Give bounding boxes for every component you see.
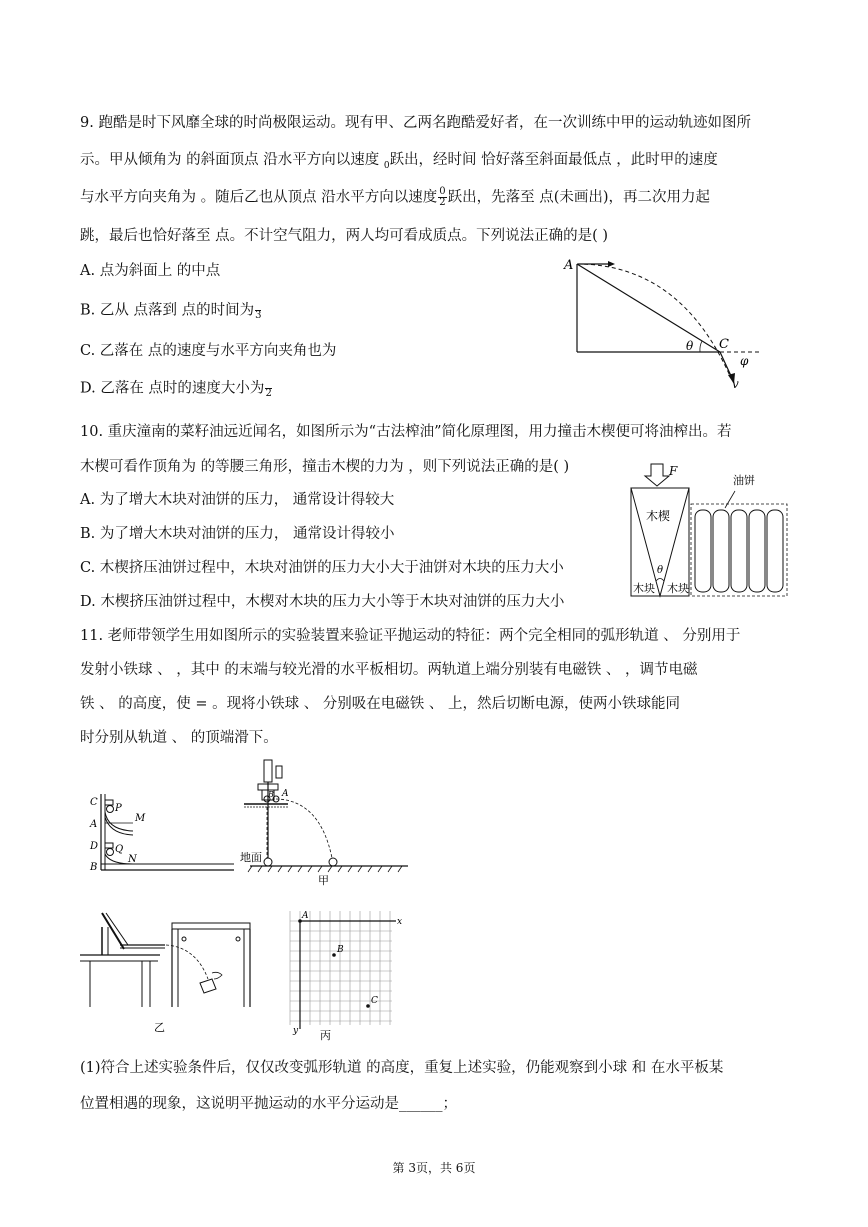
q9-line3-fraction: $\frac{0}{2}$	[439, 186, 446, 208]
q9-line3-end: 跃出，先落至 点(未画出)，再二次用力起	[447, 189, 711, 206]
q10-label-cake: 油饼	[733, 474, 755, 487]
q11-line1: 11. 老师带领学生用如图所示的实验装置来验证平抛运动的特征：两个完全相同的弧形轨道 、 分别用于	[80, 628, 741, 644]
q11-fig2-label-ground: 地面	[240, 851, 262, 864]
q10-option-b: B. 为了增大木块对油饼的压力， 通常设计得较小	[80, 526, 395, 542]
page-footer: 第 3页，共 6页	[392, 1161, 476, 1175]
q9-label-v: v	[732, 377, 739, 391]
q10-oil-cake	[731, 510, 747, 592]
q11-fig4-caption: 丙	[320, 1029, 331, 1042]
q11-figure-bing	[280, 905, 410, 1045]
q9-label-a: A	[564, 258, 574, 273]
q11-fig2-caption: 甲	[318, 874, 329, 887]
q9-option-d-fraction: 2	[265, 378, 271, 399]
q9-incline-figure	[560, 252, 770, 392]
q11-track-figure	[88, 790, 238, 875]
q10-oil-cake	[713, 510, 729, 592]
q11-part1-line2: 位置相遇的现象，这说明平抛运动的水平分运动是______；	[80, 1096, 457, 1112]
q10-label-f: F	[669, 464, 678, 478]
q9-line2-text: 示。甲从倾角为 的斜面顶点 沿水平方向以速度	[80, 152, 384, 168]
q11-fig4-label-b: B	[337, 945, 344, 955]
q11-fig4-label-x: x	[397, 917, 403, 927]
q11-fig1-label-p: P	[115, 803, 122, 814]
q10-option-c: C. 木楔挤压油饼过程中，木块对油饼的压力大小大于油饼对木块的压力大小	[80, 560, 564, 576]
q9-option-b	[80, 300, 262, 321]
q11-fig4-label-a: A	[302, 911, 309, 921]
q9-label-theta: θ	[686, 339, 694, 353]
q11-line3: 铁 、 的高度，使 = 。现将小铁球 、 分别吸在电磁铁 、 上，然后切断电源，使两小铁球能同	[80, 696, 681, 712]
q10-oil-cake	[695, 510, 711, 592]
q11-line2: 发射小铁球 、 ，其中 的末端与较光滑的水平板相切。两轨道上端分别装有电磁铁 、 ，调节电磁	[80, 662, 698, 678]
q11-fig4-label-y: y	[293, 1026, 299, 1036]
q11-line4: 时分别从轨道 、 的顶端滑下。	[80, 730, 278, 746]
q10-line2: 木楔可看作顶角为 的等腰三角形，撞击木楔的力为 ，则下列说法正确的是( )	[80, 459, 570, 475]
q9-line3	[80, 187, 710, 208]
q11-fig1-label-d: D	[90, 841, 99, 852]
q11-figure-yi	[80, 905, 260, 1045]
q10-label-wedge: 木楔	[646, 509, 671, 523]
q9-line4: 跳，最后也恰好落至 点。不计空气阻力，两人均可看成质点。下列说法正确的是( )	[80, 228, 609, 244]
q9-option-d	[80, 378, 273, 399]
q9-line3-text: 与水平方向夹角为 。随后乙也从顶点 沿水平方向以速度	[80, 189, 438, 206]
q9-label-c: C	[719, 337, 729, 352]
q10-press-figure	[625, 458, 795, 603]
q11-fig3-caption: 乙	[154, 1021, 165, 1034]
q10-oil-cake	[767, 510, 783, 592]
q10-line1: 10. 重庆潼南的菜籽油远近闻名，如图所示为“古法榨油”简化原理图，用力撞击木楔便可将油榨出。若	[80, 424, 732, 440]
q11-fig2-label-a: A	[282, 789, 289, 799]
q10-label-block-left: 木块	[633, 582, 655, 595]
q11-fig1-label-n: N	[128, 854, 137, 865]
q9-line1: 9. 跑酷是时下风靡全球的时尚极限运动。现有甲、乙两名跑酷爱好者，在一次训练中甲的运动轨迹如图所	[80, 115, 751, 131]
q9-option-b-fraction: 3	[255, 300, 261, 321]
q10-option-d: D. 木楔挤压油饼过程中，木楔对木块的压力大小等于木块对油饼的压力大小	[80, 594, 565, 610]
q10-option-a: A. 为了增大木块对油饼的压力， 通常设计得较大	[80, 492, 395, 508]
q9-option-b-text: B. 乙从 点落到 点的时间为	[80, 302, 255, 319]
q10-oil-cake	[749, 510, 765, 592]
q9-option-c: C. 乙落在 点的速度与水平方向夹角也为	[80, 343, 337, 359]
q11-fig1-label-c: C	[90, 797, 98, 808]
q9-label-phi: φ	[740, 354, 749, 368]
q11-fig1-label-a: A	[90, 819, 98, 830]
q9-line2-end: 跃出，经时间 恰好落至斜面最低点 ，此时甲的速度	[389, 152, 718, 168]
q11-fig2-label-b: B	[268, 790, 274, 799]
q9-option-a: A. 点为斜面上 的中点	[80, 263, 221, 279]
q11-fig4-label-c: C	[371, 996, 378, 1006]
q11-figure-jia	[238, 758, 413, 888]
q9-line2-sub: 0	[383, 160, 390, 171]
q10-label-theta: θ	[657, 565, 664, 576]
q9-option-d-text: D. 乙落在 点时的速度大小为	[80, 380, 265, 397]
q10-label-block-right: 木块	[667, 582, 689, 595]
q11-fig1-label-m: M	[135, 813, 146, 824]
q9-line2	[80, 150, 718, 176]
q11-grid	[290, 911, 392, 1025]
q11-part1-line1: (1)符合上述实验条件后，仅仅改变弧形轨道 的高度，重复上述实验，仍能观察到小球 和 在水平板某	[80, 1060, 724, 1076]
q11-fig1-label-q: Q	[115, 844, 124, 855]
q11-fig1-label-b: B	[90, 862, 98, 873]
